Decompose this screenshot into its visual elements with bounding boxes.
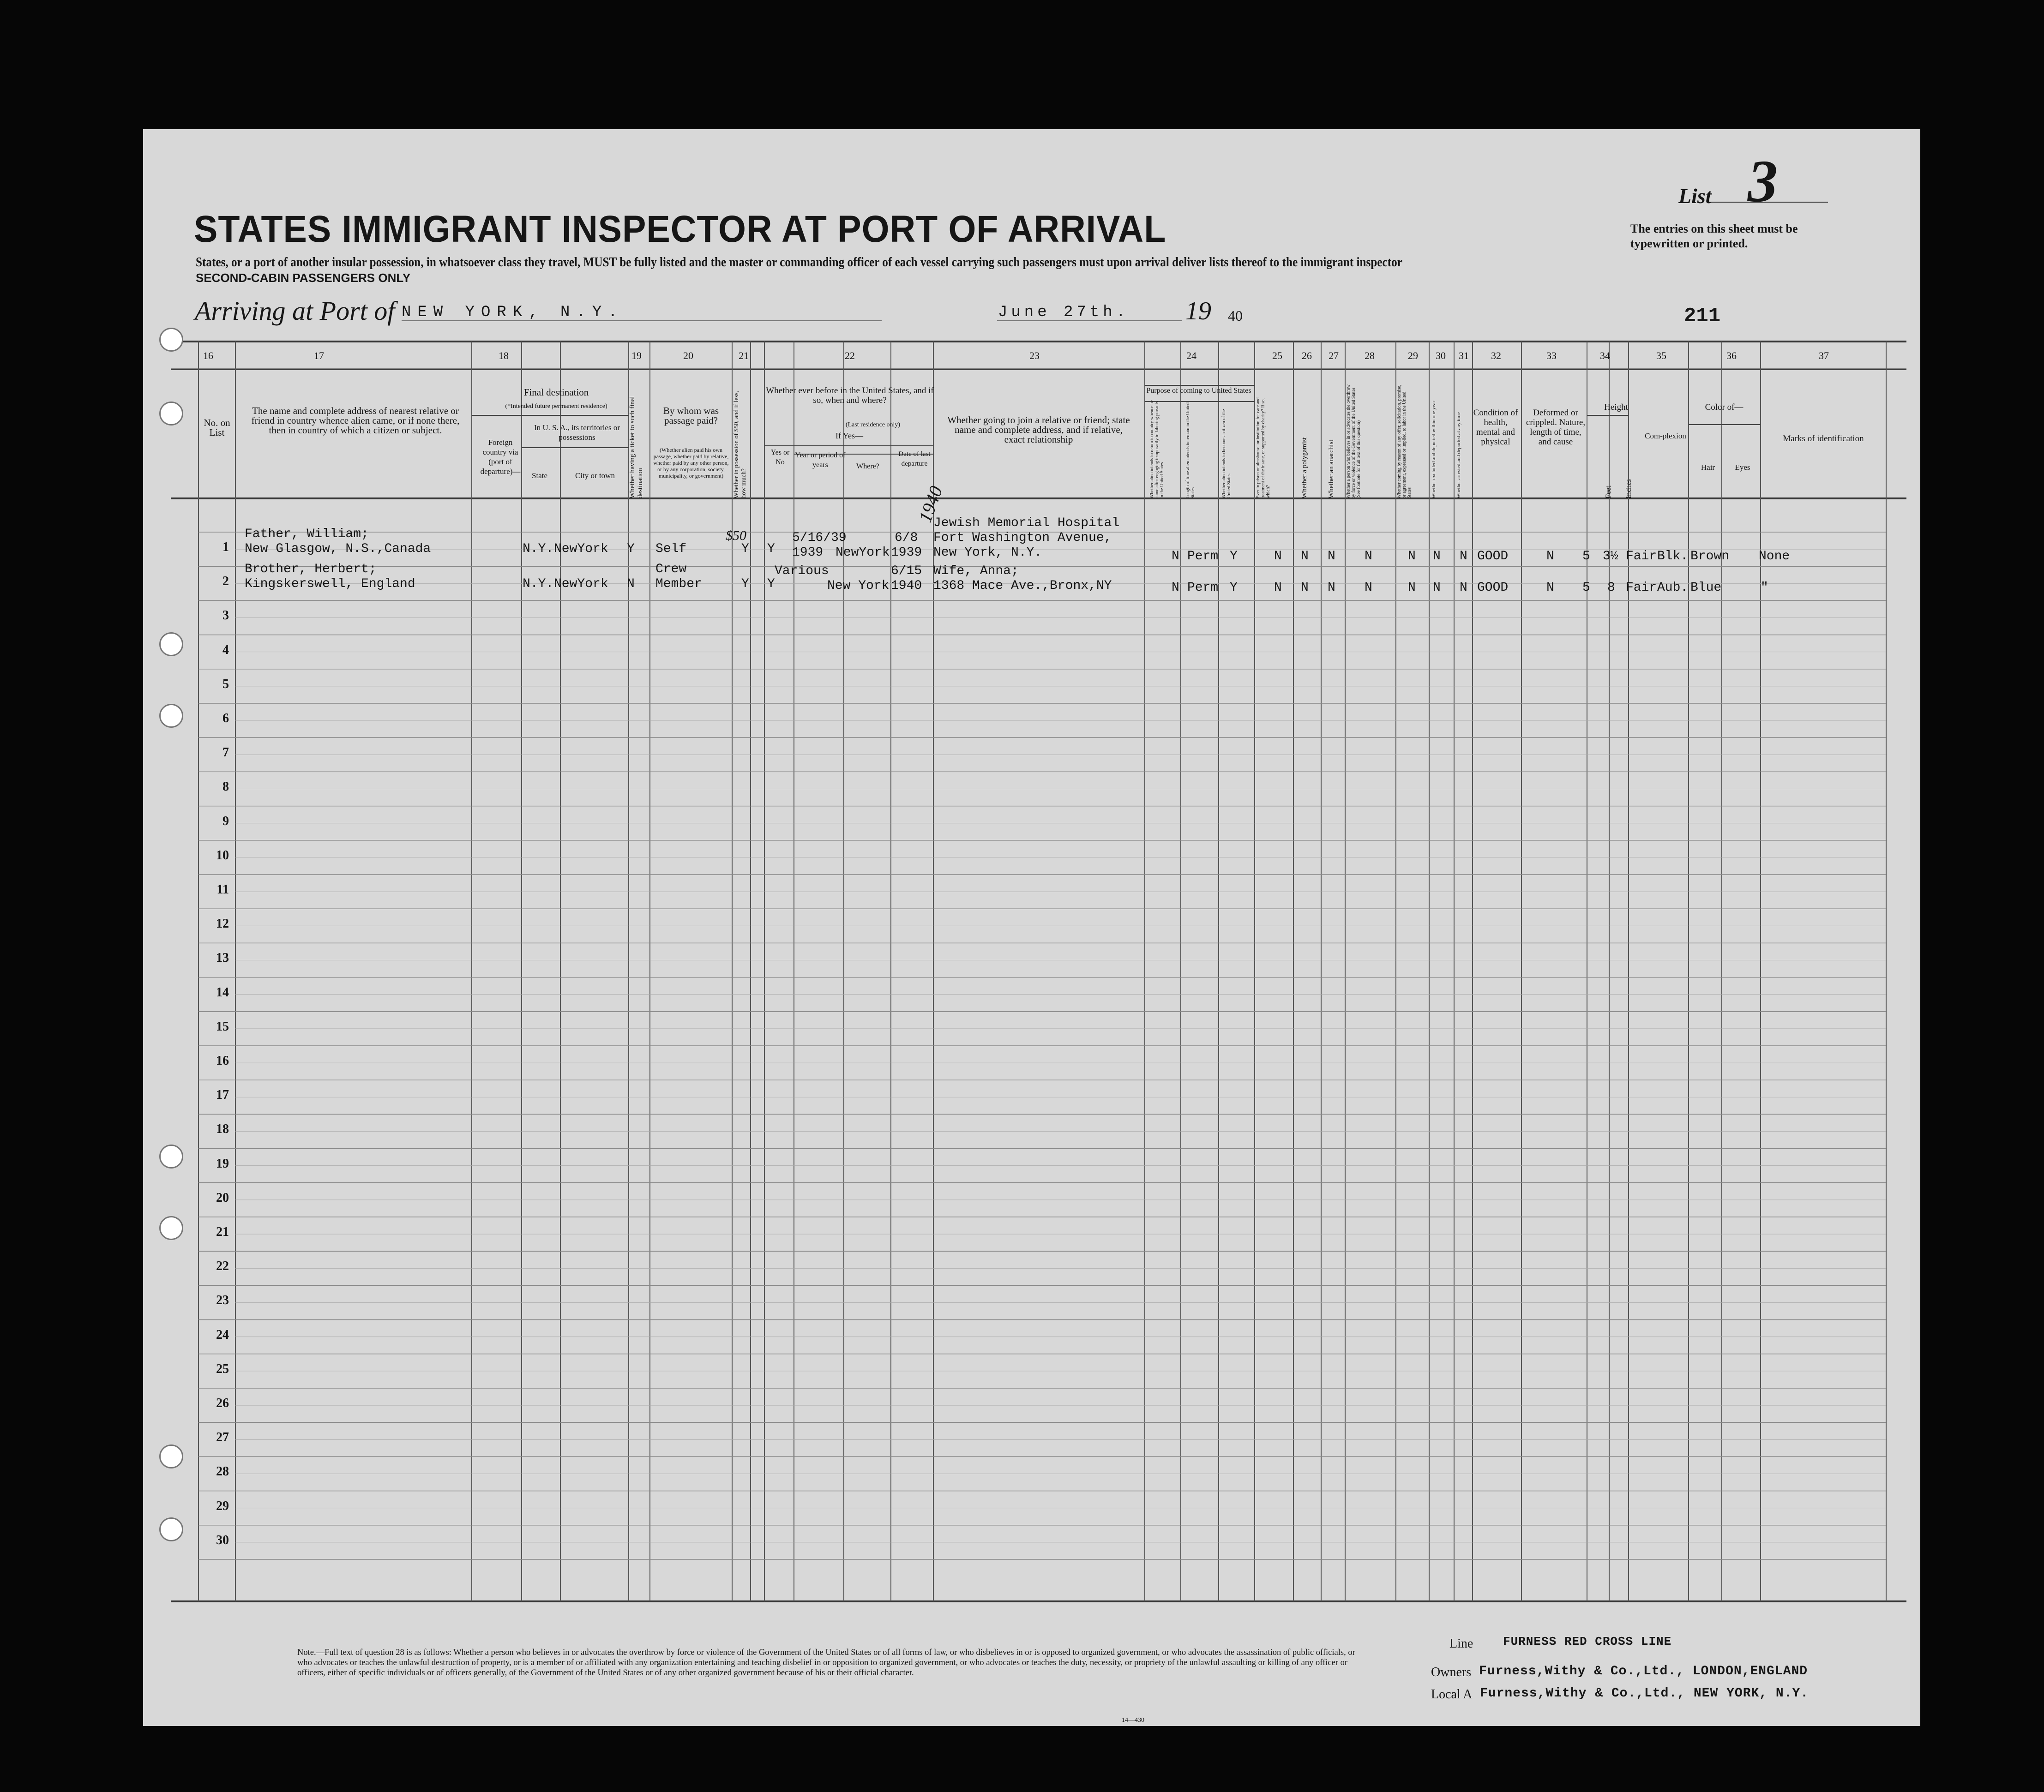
header-hair: Hair — [1701, 463, 1715, 472]
row-number: 6 — [222, 711, 229, 725]
column-number: 17 — [314, 350, 324, 361]
header-yes-no: Yes or No — [770, 449, 790, 466]
col-26: N — [1301, 581, 1309, 595]
column-number: 28 — [1365, 350, 1375, 361]
form-title: STATES IMMIGRANT INSPECTOR AT PORT OF ARRIVAL — [194, 208, 1166, 250]
column-number: 27 — [1329, 350, 1339, 361]
header-if-yes: If Yes— — [835, 431, 863, 440]
row-number: 17 — [216, 1088, 229, 1103]
year-period: Various — [775, 564, 829, 578]
header-feet: Feet — [1605, 485, 1612, 498]
row-number: 27 — [216, 1430, 229, 1445]
header-last-residence: (Last residence only) — [845, 421, 901, 428]
relative-address: New Glasgow, N.S.,Canada — [245, 542, 431, 556]
col-25: N — [1274, 549, 1282, 563]
header-in-usa: In U. S. A., its territories or possessions — [534, 423, 620, 442]
height-feet: 5 — [1582, 549, 1590, 563]
row-number: 23 — [216, 1293, 229, 1308]
year-period: 5/16/39 — [792, 531, 847, 545]
row-number: 2 — [222, 574, 229, 589]
col-27: N — [1328, 549, 1335, 563]
col-28: N — [1365, 549, 1372, 563]
column-number: 32 — [1491, 350, 1501, 361]
row-number: 14 — [216, 985, 229, 1000]
header-color-of: Color of— — [1705, 402, 1743, 412]
relative-name: Father, William; — [245, 527, 369, 541]
owners-label: Owners — [1431, 1665, 1472, 1679]
punch-hole — [159, 402, 183, 426]
header-polygamist: Whether a polygamist — [1301, 437, 1308, 498]
row-number: 28 — [216, 1464, 229, 1479]
possession-50: Y — [741, 577, 749, 591]
where: NewYork — [836, 545, 890, 560]
arriving-label: Arriving at Port of — [195, 296, 395, 326]
deformed: N — [1546, 549, 1554, 563]
been-before: Y — [767, 542, 775, 556]
row-number: 5 — [222, 677, 229, 691]
column-number: 31 — [1459, 350, 1469, 361]
header-col28: Whether a person who believes in or advocates the overthrow by force or violence of the Government of the United States (See footnote for full text of this question) — [1346, 384, 1361, 498]
col-25: N — [1274, 581, 1282, 595]
class-line: SECOND-CABIN PASSENGERS ONLY — [196, 271, 411, 285]
col-31: N — [1460, 549, 1467, 563]
row-number: 30 — [216, 1533, 229, 1547]
deformed: N — [1546, 581, 1554, 595]
punch-hole — [159, 704, 183, 728]
row-number: 7 — [222, 745, 229, 760]
header-purpose-return: Whether alien intends to return to country whence he came after engaging temporarily in laboring pursuits in the United States — [1149, 400, 1165, 498]
row-number: 9 — [222, 814, 229, 828]
row-number: 19 — [216, 1156, 229, 1171]
row-number: 11 — [216, 882, 229, 897]
col-31: N — [1460, 581, 1467, 595]
arrival-year-suffix: 40 — [1228, 307, 1243, 324]
row-number: 22 — [216, 1259, 229, 1274]
departure: 6/8 — [895, 531, 918, 545]
row-number: 8 — [222, 779, 229, 794]
purpose-return: N — [1172, 549, 1179, 563]
hair: Aub. — [1657, 581, 1689, 595]
header-prison: Ever in prison or almshouse, or institution for care and treatment of the insane, or supported by charity? If so, which? — [1256, 397, 1271, 498]
arrival-year-prefix: 19 — [1185, 297, 1211, 325]
row-number: 25 — [216, 1361, 229, 1376]
typewritten-notice: The entries on this sheet must be typewritten or printed. — [1630, 222, 1798, 250]
column-number: 19 — [631, 350, 642, 361]
header-purpose: Purpose of coming to United States — [1146, 387, 1251, 395]
dest-city: NewYork — [554, 542, 608, 556]
joining-1: Jewish Memorial Hospital — [933, 516, 1120, 530]
joining-2: Fort Washington Avenue, — [933, 531, 1112, 545]
header-passage-paid: By whom was passage paid? — [663, 405, 719, 426]
ticket: Y — [627, 542, 635, 556]
paid-by: Self — [655, 542, 687, 556]
header-ticket: Whether having a ticket to such final destination — [629, 396, 644, 498]
header-final-destination: Final destination — [523, 387, 589, 398]
row-number: 15 — [216, 1019, 229, 1034]
relative-name: Brother, Herbert; — [245, 562, 377, 576]
header-final-destination-note: (*Intended future permanent residence) — [505, 403, 607, 410]
row-number: 3 — [222, 608, 229, 623]
col-30: N — [1433, 581, 1441, 595]
column-number: 22 — [845, 350, 855, 361]
column-number: 24 — [1186, 350, 1196, 361]
row-number: 29 — [216, 1498, 229, 1513]
condition: GOOD — [1477, 581, 1509, 595]
header-col30: Whether excluded and deported within one year — [1431, 401, 1437, 498]
header-possession-50: Whether in possession of $50, and if less, how much? — [733, 391, 747, 498]
row-number: 13 — [216, 951, 229, 965]
punch-hole — [159, 1444, 183, 1468]
header-anarchist: Whether an anarchist — [1328, 439, 1335, 498]
paid-by-2: Member — [655, 577, 702, 591]
column-number: 30 — [1436, 350, 1446, 361]
column-number: 23 — [1029, 350, 1040, 361]
header-foreign-country: Foreign country via (port of departure)— — [480, 438, 521, 476]
column-number: 16 — [203, 350, 213, 361]
row-number: 24 — [216, 1327, 229, 1342]
punch-hole — [159, 328, 183, 352]
header-condition: Condition of health, mental and physical — [1473, 408, 1518, 447]
col-26: N — [1301, 549, 1309, 563]
ruled-grid — [143, 129, 1920, 1726]
departure-2: 1939 — [891, 545, 922, 560]
year-period-2: 1939 — [792, 545, 824, 560]
col-29: N — [1408, 581, 1416, 595]
header-where: Where? — [856, 462, 879, 470]
col-30: N — [1433, 549, 1441, 563]
line-label: Line — [1449, 1636, 1473, 1651]
row-number: 21 — [216, 1225, 229, 1239]
local-agent-label: Local A — [1431, 1687, 1473, 1702]
eyes: Blue — [1690, 581, 1722, 595]
marks: None — [1759, 549, 1790, 563]
column-number: 21 — [739, 350, 749, 361]
column-number: 34 — [1600, 350, 1610, 361]
header-departure: Date of last departure — [898, 450, 931, 467]
question-28-footnote: Note.—Full text of question 28 is as follows: Whether a person who believes in or advocates the overthrow by force or violence of the Government of the United States or of all forms of law, or who disbelieves in or is opposed to organized government, or who advocates the assassination of public officials, or who advocates or teaches the unlawful destruction of property, or is a member of or affiliated with any organization entertaining and teaching disbelief in or opposition to organized government, or who advocates or teaches the duty, necessity, or propriety of the unlawful assaulting or killing of any officer or officers, either of specific individuals or of officers generally, of the Government of the United States or of any other organized government because of his or their official character. — [297, 1648, 1355, 1678]
list-label: List — [1678, 184, 1712, 208]
header-col29: Whether coming by reason of any offer, solicitation, promise, or agreement, expressed or implied, to labor in the United States — [1397, 384, 1412, 498]
joining-1: Wife, Anna; — [933, 564, 1019, 578]
arrival-date: June 27th. — [998, 304, 1130, 321]
column-number: 25 — [1272, 350, 1282, 361]
header-year-period: Year or period of years — [795, 451, 846, 469]
line-value: FURNESS RED CROSS LINE — [1503, 1635, 1672, 1648]
purpose-return: N — [1172, 581, 1179, 595]
marks: " — [1761, 581, 1768, 595]
header-city: City or town — [575, 471, 615, 480]
purpose-citizen: Y — [1230, 549, 1238, 563]
list-number: 3 — [1748, 148, 1778, 215]
header-col31: Whether arrested and deported at any time — [1456, 412, 1461, 498]
owners-value: Furness,Withy & Co.,Ltd., LONDON,ENGLAND — [1479, 1664, 1808, 1678]
hair: Blk. — [1657, 549, 1689, 563]
header-relative: The name and complete address of nearest relative or friend in country whence alien came, or if none there, then in country of which a citizen or subject. — [251, 405, 460, 436]
height-inches: 3½ — [1603, 549, 1618, 563]
header-purpose-length: Length of time alien intends to remain in the United States — [1185, 402, 1196, 498]
punch-hole — [159, 1517, 183, 1541]
header-marks: Marks of identification — [1783, 434, 1864, 444]
page-number: 211 — [1684, 305, 1721, 328]
departure-2: 1940 — [891, 579, 922, 593]
where: New York — [827, 579, 890, 593]
row-number: 1 — [222, 540, 229, 554]
column-number: 36 — [1726, 350, 1737, 361]
column-number: 29 — [1408, 350, 1418, 361]
row-number: 18 — [216, 1122, 229, 1137]
header-inches: Inches — [1625, 479, 1633, 498]
row-number: 12 — [216, 917, 229, 931]
row-number: 10 — [216, 848, 229, 863]
header-height: Height — [1604, 402, 1628, 412]
col-29: N — [1408, 549, 1416, 563]
local-agent-value: Furness,Withy & Co.,Ltd., NEW YORK, N.Y. — [1480, 1686, 1809, 1701]
handwritten-annotation: 1940 — [914, 483, 947, 525]
manifest-sheet — [143, 129, 1920, 1726]
column-number: 18 — [499, 350, 509, 361]
col-27: N — [1328, 581, 1335, 595]
height-inches: 8 — [1607, 581, 1615, 595]
row-number: 20 — [216, 1190, 229, 1205]
relative-address: Kingskerswell, England — [245, 577, 415, 591]
row-number: 26 — [216, 1396, 229, 1410]
joining-3: New York, N.Y. — [933, 545, 1042, 560]
header-passage-note: (Whether alien paid his own passage, whether paid by relative, whether paid by any other person, or by any corporation, society, municipality, or government) — [653, 447, 729, 479]
column-number: 26 — [1302, 350, 1312, 361]
row-number: 16 — [216, 1054, 229, 1068]
column-number: 33 — [1546, 350, 1557, 361]
header-complexion: Com-plexion — [1645, 432, 1686, 440]
header-state: State — [532, 471, 547, 480]
departure: 6/15 — [891, 564, 922, 578]
complexion: Fair — [1626, 549, 1657, 563]
header-deformed: Deformed or crippled. Nature, length of time, and cause — [1526, 408, 1586, 447]
header-purpose-citizen: Whether alien intends to become a citizen of the United States — [1221, 409, 1232, 498]
column-number: 20 — [683, 350, 693, 361]
punch-hole — [159, 1216, 183, 1240]
been-before: Y — [767, 577, 775, 591]
form-subtitle: States, or a port of another insular possession, in whatsoever class they travel, MUST be fully listed and the master or commanding officer of each vessel carrying such passengers must upon arrival deliver lists thereof to the immigrant inspector — [196, 255, 1402, 270]
joining-2: 1368 Mace Ave.,Bronx,NY — [933, 579, 1112, 593]
paid-by: Crew — [655, 562, 687, 576]
row-number: 4 — [222, 642, 229, 657]
purpose-length: Perm — [1187, 581, 1219, 595]
header-been-before: Whether ever before in the United States, and if so, when and where? — [766, 386, 934, 405]
dest-state: N.Y. — [523, 542, 554, 556]
header-eyes: Eyes — [1735, 463, 1750, 472]
eyes: Brown — [1690, 549, 1730, 563]
header-no-on-list: No. on List — [204, 417, 230, 438]
money-note: $50 — [726, 528, 746, 543]
punch-hole — [159, 632, 183, 656]
purpose-citizen: Y — [1230, 581, 1238, 595]
header-joining: Whether going to join a relative or friend; state name and complete address, and if relative, exact relationship — [947, 414, 1130, 445]
complexion: Fair — [1626, 581, 1657, 595]
column-number: 37 — [1819, 350, 1829, 361]
height-feet: 5 — [1582, 581, 1590, 595]
possession-50: Y — [741, 542, 749, 556]
purpose-length: Perm — [1187, 549, 1219, 563]
dest-city: NewYork — [554, 577, 608, 591]
ticket: N — [627, 577, 635, 591]
punch-hole — [159, 1145, 183, 1169]
dest-state: N.Y. — [523, 577, 554, 591]
condition: GOOD — [1477, 549, 1509, 563]
form-code: 14—430 — [1122, 1717, 1144, 1724]
column-number: 35 — [1656, 350, 1666, 361]
col-28: N — [1365, 581, 1372, 595]
arrival-port: NEW YORK, N.Y. — [402, 304, 624, 321]
